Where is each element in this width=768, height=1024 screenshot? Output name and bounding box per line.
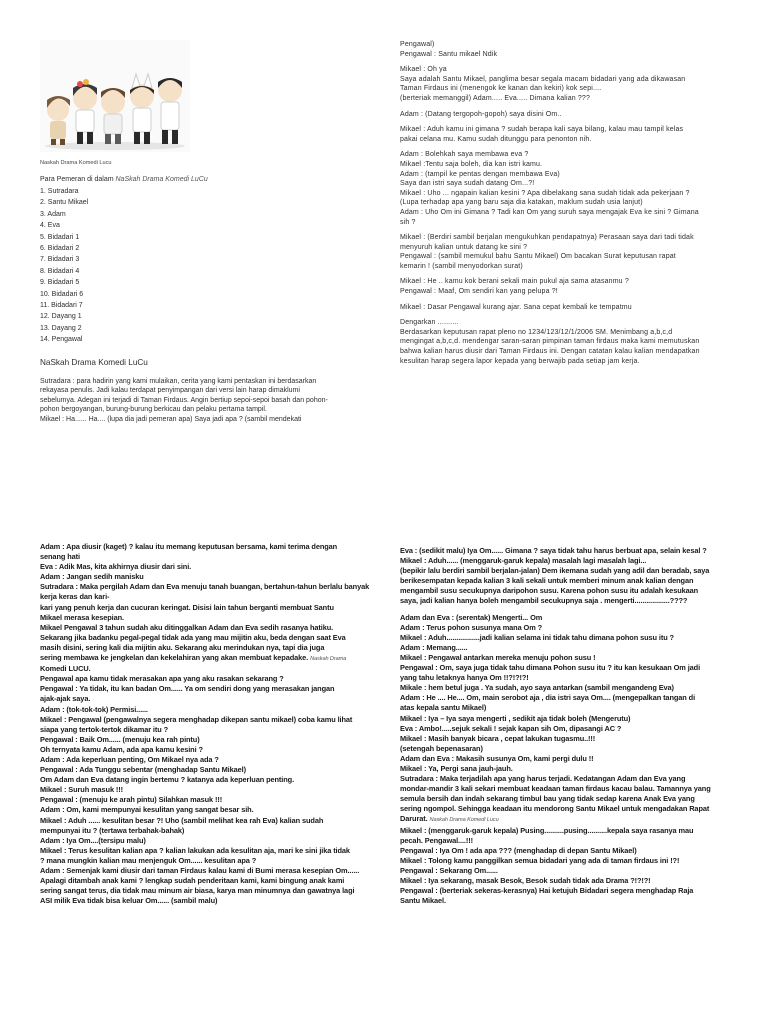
dialogue-text: mengambil susu secukupnya daripohon susu. Karena pohon susu itu adalah kesukaan — [400, 586, 699, 596]
inline-caption: Naskah Drama — [310, 656, 347, 663]
dialogue-line — [400, 586, 738, 596]
cast-list — [40, 186, 386, 346]
dialogue-line: menyuruh kalian untuk datang ke sini ? — [400, 243, 528, 251]
dialogue-line — [400, 633, 738, 643]
dialogue-paragraph — [400, 110, 738, 120]
dialogue-text: Mikael : Iya sekarang, masak Besok, Besok sudah tidak ada Drama ?!?!?! — [400, 876, 651, 885]
dialogue-paragraph — [400, 318, 738, 366]
cast-title-text: Para Pemeran di dalam — [40, 176, 114, 183]
dialogue-text: Adam : Ada keperluan penting, Om Mikael nya ada ? — [40, 754, 219, 764]
dialogue-line — [400, 744, 738, 754]
dialogue-text: Mikael : Pengawal (pengawalnya segera menghadap dikepan santu mikael) coba kamu lihat — [40, 714, 353, 724]
dialogue-text: Adam : Terus pohon susunya mana Om ? — [400, 622, 543, 632]
dialogue-paragraph — [400, 40, 738, 59]
dialogue-line — [400, 623, 738, 633]
dialogue-line — [40, 735, 386, 745]
dialogue-text: atas kepala santu Mikael) — [400, 703, 487, 713]
dialogue-text: semula bersih dan indah sekarang timbul bau yang tidak sedap karena Anak Eva yang — [400, 794, 695, 804]
dialogue-line — [400, 764, 738, 774]
dialogue-text: Adam : Semenjak kami diusir dari taman Firdaus kalau kami di Bumi merasa kesepian Om...... — [40, 866, 360, 875]
dialogue-text: Pengawal : Om, saya juga tidak tahu dimana Pohon susu itu ? itu kan kesukaan Om jadi — [400, 663, 701, 673]
cast-item: 10. Bidadari 6 — [40, 290, 84, 298]
dialogue-paragraph — [400, 303, 738, 313]
cast-item: 7. Bidadari 3 — [40, 256, 80, 264]
dialogue-text: ajak-ajak saya. — [40, 694, 91, 704]
cast-title — [40, 176, 386, 183]
dialogue-text: Adam dan Eva : Makasih susunya Om, kami pergi dulu !! — [400, 753, 594, 763]
dialogue-line: Adam : (tampil ke pentas dengan membawa Eva) — [400, 170, 560, 178]
dialogue-line — [40, 623, 386, 633]
dialogue-line — [400, 703, 738, 713]
page-bottom — [0, 532, 768, 1024]
dialogue-text: Pengawal : Baik Om...... (menuju kea rah pintu) — [40, 734, 200, 744]
intro-line: sebelumya. Adegan ini terjadi di Taman Firdaus. Angin bertiup sepoi-sepoi basah dan pohon- — [40, 396, 328, 404]
dialogue-block — [40, 542, 386, 906]
dialogue-line: Mikael : He .. kamu kok berani sekali main pukul aja sama atasanmu ? — [400, 278, 629, 286]
section-title: NaSkah Drama Komedi LuCu — [40, 357, 148, 367]
dialogue-text: Mikael : Pengawal antarkan mereka menuju pohon susu ! — [400, 652, 596, 662]
dialogue-line: Pengawal : (sambil memukul bahu Santu Mikael) Om bacakan Surat keputusan rapat — [400, 253, 676, 261]
cast-item: 3. Adam — [40, 210, 66, 218]
dialogue-line — [400, 546, 738, 556]
dialogue-line — [400, 886, 738, 896]
dialogue-line — [40, 755, 386, 765]
bottom-right-column — [400, 546, 738, 906]
dialogue-block — [400, 546, 738, 906]
dialogue-line — [400, 576, 738, 586]
dialogue-line — [400, 724, 738, 734]
dialogue-line — [400, 556, 738, 566]
intro-line: Mikael : Ha...... Ha.... (lupa dia jadi pemeran apa) Saya jadi apa ? (sambil mendekati — [40, 416, 302, 424]
dialogue-line: Pengawal : Maaf, Om sendiri kan yang pelupa ?! — [400, 288, 558, 296]
cast-item: 6. Bidadari 2 — [40, 245, 80, 253]
inline-caption: Naskah Drama Komedi Lucu — [429, 817, 499, 824]
dialogue-line — [40, 886, 386, 896]
dialogue-paragraph — [400, 125, 738, 144]
dialogue-line: Taman Firdaus ini (menengok ke kanan dan kekiri) kok sepi.... — [400, 85, 602, 93]
cast-item: 4. Eva — [40, 222, 60, 230]
dialogue-line — [400, 734, 738, 744]
dialogue-text: Eva : (sedikit malu) Iya Om...... Gimana ? saya tidak tahu harus berbuat apa, selain kesal ? — [400, 546, 707, 555]
dialogue-paragraph — [400, 277, 738, 296]
dialogue-line: Adam : (Datang tergopoh-gopoh) saya disini Om.. — [400, 110, 562, 118]
dialogue-line — [40, 715, 386, 725]
dialogue-text: Pengawal apa kamu tidak merasakan apa yang aku rasakan sekarang ? — [40, 674, 284, 684]
dialogue-text: pecah. Pengawal....!!! — [400, 835, 473, 845]
dialogue-line — [40, 572, 386, 582]
dialogue-text: Pengawal : Sekarang Om...... — [400, 865, 498, 875]
dialogue-text: Apalagi ditambah anak kami ? lengkap sudah penderitaan kami, kami bingung anak kami — [40, 876, 345, 886]
dialogue-line — [40, 552, 386, 562]
dialogue-text: Mikael : Aduh.................jadi kalian selama ini tidak tahu dimana pohon susu itu ? — [400, 632, 674, 642]
intro-paragraph — [40, 377, 386, 425]
dialogue-text: (bepikir lalu berdiri sambil berjalan-jalan) Dem ikemana sudah yang adil dan beradab, saya — [400, 566, 710, 576]
cartoon-illustration — [40, 40, 190, 152]
dialogue-text: Adam : Memang...... — [400, 642, 468, 652]
dialogue-line — [400, 643, 738, 653]
dialogue-line: Saya dan istri saya sudah datang Om...?! — [400, 180, 535, 188]
dialogue-line: Adam : Bolehkah saya membawa eva ? — [400, 151, 529, 159]
dialogue-line — [40, 836, 386, 846]
dialogue-text: Mikael : Terus kesulitan kalian apa ? kalian lakukan ada kesulitan aja, mari ke sini jika tidak — [40, 845, 350, 855]
dialogue-line — [400, 804, 738, 814]
dialogue-text: Adam : He .... He.... Om, main serobot aja , dia istri saya Om.... (mengepalkan tangan di — [400, 693, 696, 703]
dialogue-line — [400, 596, 738, 606]
dialogue-paragraph — [400, 150, 738, 227]
dialogue-text: mondar-mandir 3 kali sekari membuat keadaan taman firdaus kacau balau. Tamannya yang — [400, 784, 711, 794]
dialogue-text: Sutradara : Maka terjadilah apa yang harus terjadi. Kedatangan Adam dan Eva yang — [400, 774, 686, 784]
dialogue-text: Komedi LUCU. — [40, 664, 91, 674]
dialogue-text: Adam dan Eva : (serentak) Mengerti... Om — [400, 612, 543, 622]
dialogue-text: siapa yang tertok-tertok dikamar itu ? — [40, 724, 169, 734]
dialogue-line — [400, 566, 738, 576]
dialogue-text: Mikael : Aduh ...... kesulitan besar ?! Uho (sambil melihat kea rah Eva) kalian sudah — [40, 815, 324, 825]
dialogue-text: Santu Mikael. — [400, 896, 446, 906]
dialogue-text: Mikael : Aduh...... (menggaruk-garuk kepala) masalah lagi masalah lagi... — [400, 556, 647, 566]
cast-item: 5. Bidadari 1 — [40, 233, 80, 241]
dialogue-paragraph — [400, 65, 738, 103]
dialogue-line — [40, 765, 386, 775]
dialogue-line — [400, 673, 738, 683]
dialogue-line: bahwa kalian harus diusir dari Taman Firdaus ini. Dengan catatan kalau kalian mendapatkan — [400, 348, 700, 356]
dialogue-line — [40, 694, 386, 704]
intro-line: rekayasa penulis. Jadi kalau terdapat penyimpangan dari versi lain harap dimaklumi — [40, 387, 300, 395]
dialogue-text: berikesempatan kepada kalian 3 kali sekali untuk memberi minum anak kalian dengan — [400, 576, 694, 586]
dialogue-text: Pengawal : Ya tidak, itu kan badan Om...... Ya om sendiri dong yang merasakan jangan — [40, 684, 335, 694]
dialogue-line: Mikael : Aduh kamu ini gimana ? sudah berapa kali saya bilang, kalau mau tampil kelas — [400, 126, 684, 134]
dialogue-line — [40, 896, 386, 906]
dialogue-text: Mikael : (menggaruk-garuk kepala) Pusing..........pusing..........kepala saya rasanya mau — [400, 825, 694, 835]
dialogue-text: Mikale : hem betul juga . Ya sudah, ayo saya antarkan (sambil mengandeng Eva) — [400, 683, 674, 693]
dialogue-text: sering membawa ke jengkelan dan kekelahiran yang akan membuat kepadake. — [40, 653, 309, 663]
dialogue-line — [40, 725, 386, 735]
dialogue-line — [40, 633, 386, 643]
dialogue-line: Pengawal : Santu mikael Ndik — [400, 50, 498, 58]
dialogue-line — [40, 643, 386, 653]
dialogue-text: Pengawal : Ada Tunggu sebentar (menghadap Santu Mikael) — [40, 765, 246, 775]
dialogue-line: pakai celana mu. Kamu sudah ditunggu para penonton nih. — [400, 135, 592, 143]
dialogue-text: Om Adam dan Eva datang ingin bertemu ? katanya ada keperluan penting. — [40, 775, 295, 785]
dialogue-text: Eva : Ambo!.....sejuk sekali ! sejak kapan sih Om, dipasangi AC ? — [400, 723, 622, 733]
dialogue-line — [40, 664, 386, 674]
dialogue-line — [400, 774, 738, 784]
dialogue-text: Mikael : Ya, Pergi sana jauh-jauh. — [400, 763, 513, 773]
dialogue-line — [40, 816, 386, 826]
dialogue-line: Mikael : Dasar Pengawal kurang ajar. Sana cepat kembali ke tempatmu — [400, 303, 632, 311]
dialogue-line — [400, 683, 738, 693]
dialogue-line — [400, 866, 738, 876]
cast-title-suffix: NaSkah Drama Komedi LuCu — [115, 176, 208, 183]
dialogue-line — [400, 826, 738, 836]
dialogue-line: kemarin ! (sambil menyodorkan surat) — [400, 262, 523, 270]
dialogue-line — [40, 785, 386, 795]
dialogue-line — [400, 754, 738, 764]
dialogue-line: (Lupa terhadap apa yang baru saja dia katakan, maklum sudah usia lanjut) — [400, 199, 643, 207]
dialogue-line: sih ? — [400, 218, 416, 226]
dialogue-text: saya, jadi kalian hanya boleh mengambil secukupnya saja . mengerti..................???? — [400, 596, 688, 606]
dialogue-line: mengingat a,b,c,d. mendengar saran-saran pimpinan taman firdaus maka kami memutuskan — [400, 338, 700, 346]
dialogue-text: ASI milik Eva tidak bisa keluar Om...... (sambil malu) — [40, 896, 218, 906]
dialogue-line: Pengawal) — [400, 41, 435, 48]
dialogue-line — [40, 582, 386, 602]
dialogue-line: Mikael :Tentu saja boleh, dia kan istri kamu. — [400, 160, 543, 168]
dialogue-line — [400, 856, 738, 866]
dialogue-text: Adam : Om, kami mempunyai kesulitan yang sangat besar sih. — [40, 805, 254, 815]
cast-item: 13. Dayang 2 — [40, 324, 82, 332]
dialogue-text: yang tahu letaknya hanya Om !!?!?!?! — [400, 673, 529, 683]
dialogue-line — [400, 794, 738, 804]
cast-item: 14. Pengawal — [40, 336, 83, 344]
dialogue-line — [400, 613, 738, 623]
dialogue-line — [40, 542, 386, 552]
dialogue-line — [400, 846, 738, 856]
dialogue-text: Adam : Apa diusir (kaget) ? kalau itu memang keputusan bersama, kami terima dengan — [40, 542, 338, 551]
dialogue-line — [400, 714, 738, 724]
dialogue-text: Sutradara : Maka pergilah Adam dan Eva menuju tanah buangan, bertahun-tahun berlalu banyak kerja keras dan kari- — [40, 582, 370, 602]
dialogue-paragraph — [400, 233, 738, 271]
dialogue-text: Mikael merasa kesepian. — [40, 612, 124, 622]
dialogue-line: Mikael : Uho ... ngapain kalian kesini ? Apa dibelakang sana sudah tidak ada pekerjaan ? — [400, 189, 690, 197]
cast-item: 9. Bidadari 5 — [40, 279, 80, 287]
dialogue-text: Mikael : Tolong kamu panggilkan semua bidadari yang ada di taman firdaus ini !?! — [400, 855, 680, 865]
cast-item: 8. Bidadari 4 — [40, 267, 80, 275]
dialogue-text: Adam : Jangan sedih manisku — [40, 572, 144, 582]
dialogue-text: Sekarang jika badanku pegal-pegal tidak ada yang mau mijitin aku, beda dengan saat Eva — [40, 632, 346, 642]
dialogue-line: Mikael : Oh ya — [400, 66, 447, 74]
dialogue-line — [400, 836, 738, 846]
dialogue-line — [400, 663, 738, 673]
dialogue-line — [40, 684, 386, 694]
dialogue-text: Adam : Iya Om....(tersipu malu) — [40, 835, 146, 845]
dialogue-text: sering sangat terus, dia tidak mau minum air biasa, karya man minumnya dan gawatnya lagi — [40, 886, 355, 896]
dialogue-line — [40, 826, 386, 836]
dialogue-line — [40, 795, 386, 805]
dialogue-text: Eva : Adik Mas, kita akhirnya diusir dari sini. — [40, 562, 192, 572]
bottom-left-column — [40, 542, 386, 906]
dialogue-line — [40, 705, 386, 715]
dialogue-text: Mikael : Masih banyak bicara , cepat lakukan tugasmu..!!! — [400, 733, 596, 743]
dialogue-line: Mikael : (Berdiri sambil berjalan mengukuhkan pendapatnya) Perasaan saya dari tadi tidak — [400, 234, 694, 242]
dialogue-line — [40, 775, 386, 785]
cast-item: 1. Sutradara — [40, 188, 79, 195]
dialogue-line — [400, 693, 738, 703]
dialogue-text: Mikael : Iya – Iya saya mengerti , sedikit aja tidak boleh (Mengerutu) — [400, 713, 631, 723]
dialogue-line — [400, 876, 738, 886]
dialogue-line — [40, 603, 386, 613]
dialogue-text: kari yang penuh kerja dan cucuran keringat. Disisi lain tahun berganti membuat Santu — [40, 602, 334, 612]
dialogue-line — [40, 846, 386, 856]
dialogue-text: Pengawal : Iya Om ! ada apa ??? (menghadap di depan Santu Mikael) — [400, 845, 637, 855]
dialogue-text: Pengawal : (menuju ke arah pintu) Silahkan masuk !!! — [40, 795, 223, 805]
dialogue-line — [400, 814, 738, 825]
illustration-caption: Naskah Drama Komedi Lucu — [40, 160, 112, 166]
dialogue-line: Saya adalah Santu Mikael, panglima besar segala macam bidadari yang ada dikawasan — [400, 75, 686, 83]
cast-item: 12. Dayang 1 — [40, 313, 82, 321]
dialogue-line — [400, 896, 738, 906]
intro-line: Sutradara : para hadirin yang kami mulaikan, cerita yang kami pentaskan ini berdasarkan — [40, 377, 317, 385]
dialogue-text: Pengawal : (berteriak sekeras-kerasnya) Hai ketujuh Bidadari segera menghadap Raja — [400, 886, 694, 896]
dialogue-line — [40, 856, 386, 866]
dialogue-text: sering ngompol. Sehingga keadaan itu mendorong Santu Mikael untuk mengadakan Rapat — [400, 804, 710, 814]
dialogue-line: Adam : Uho Om ini Gimana ? Tadi kan Om yang suruh saya mengajak Eva ke sini ? Gimana — [400, 208, 699, 216]
dialogue-line: (berteriak memanggil) Adam..... Eva..... Dimana kalian ??? — [400, 94, 591, 102]
dialogue-line — [40, 745, 386, 755]
dialogue-text: (setengah bepenasaran) — [400, 743, 483, 753]
dialogue-text: mempunyai itu ? (tertawa terbahak-bahak) — [40, 825, 185, 835]
dialogue-line — [40, 613, 386, 623]
dialogue-line — [40, 674, 386, 684]
dialogue-line: Berdasarkan keputusan rapat pleno no 1234/123/12/1/2006 SM. Menimbang a,b,c,d — [400, 328, 673, 336]
dialogue-line — [40, 866, 386, 876]
intro-line: pohon bergoyangan, burung-burung berkicau dan pelaku pertama tampil. — [40, 406, 267, 414]
dialogue-line — [400, 784, 738, 794]
dialogue-line — [40, 653, 386, 664]
dialogue-line — [40, 562, 386, 572]
dialogue-line: Dengarkan .......... — [400, 319, 459, 327]
top-right-column — [400, 40, 738, 372]
dialogue-text: ? mana mungkin kalian mau menjenguk Om...... kesulitan apa ? — [40, 855, 257, 865]
dialogue-text: Adam : (tok-tok-tok) Permisi...... — [40, 704, 148, 714]
dialogue-text: Mikael Pengawal 3 tahun sudah aku ditinggalkan Adam dan Eva sedih rasanya hatiku. — [40, 622, 334, 632]
dialogue-text: masih disini, sering kali dia mijitin aku. Sekarang aku merindukan nya, tapi dia juga — [40, 642, 325, 652]
dialogue-text: Mikael : Suruh masuk !!! — [40, 785, 124, 795]
cast-item: 2. Santu Mikael — [40, 199, 89, 207]
dialogue-line — [40, 805, 386, 815]
dialogue-text: senang hati — [40, 552, 80, 562]
dialogue-line: kesulitan harap segera lapor kepada yang berwajib pada setiap jam kerja. — [400, 357, 640, 365]
dialogue-line — [400, 653, 738, 663]
cast-item: 11. Bidadari 7 — [40, 302, 83, 310]
dialogue-line — [40, 876, 386, 886]
top-left-column — [40, 40, 386, 425]
dialogue-text: Oh ternyata kamu Adam, ada apa kamu kesini ? — [40, 744, 203, 754]
dialogue-text: Darurat. — [400, 814, 428, 824]
